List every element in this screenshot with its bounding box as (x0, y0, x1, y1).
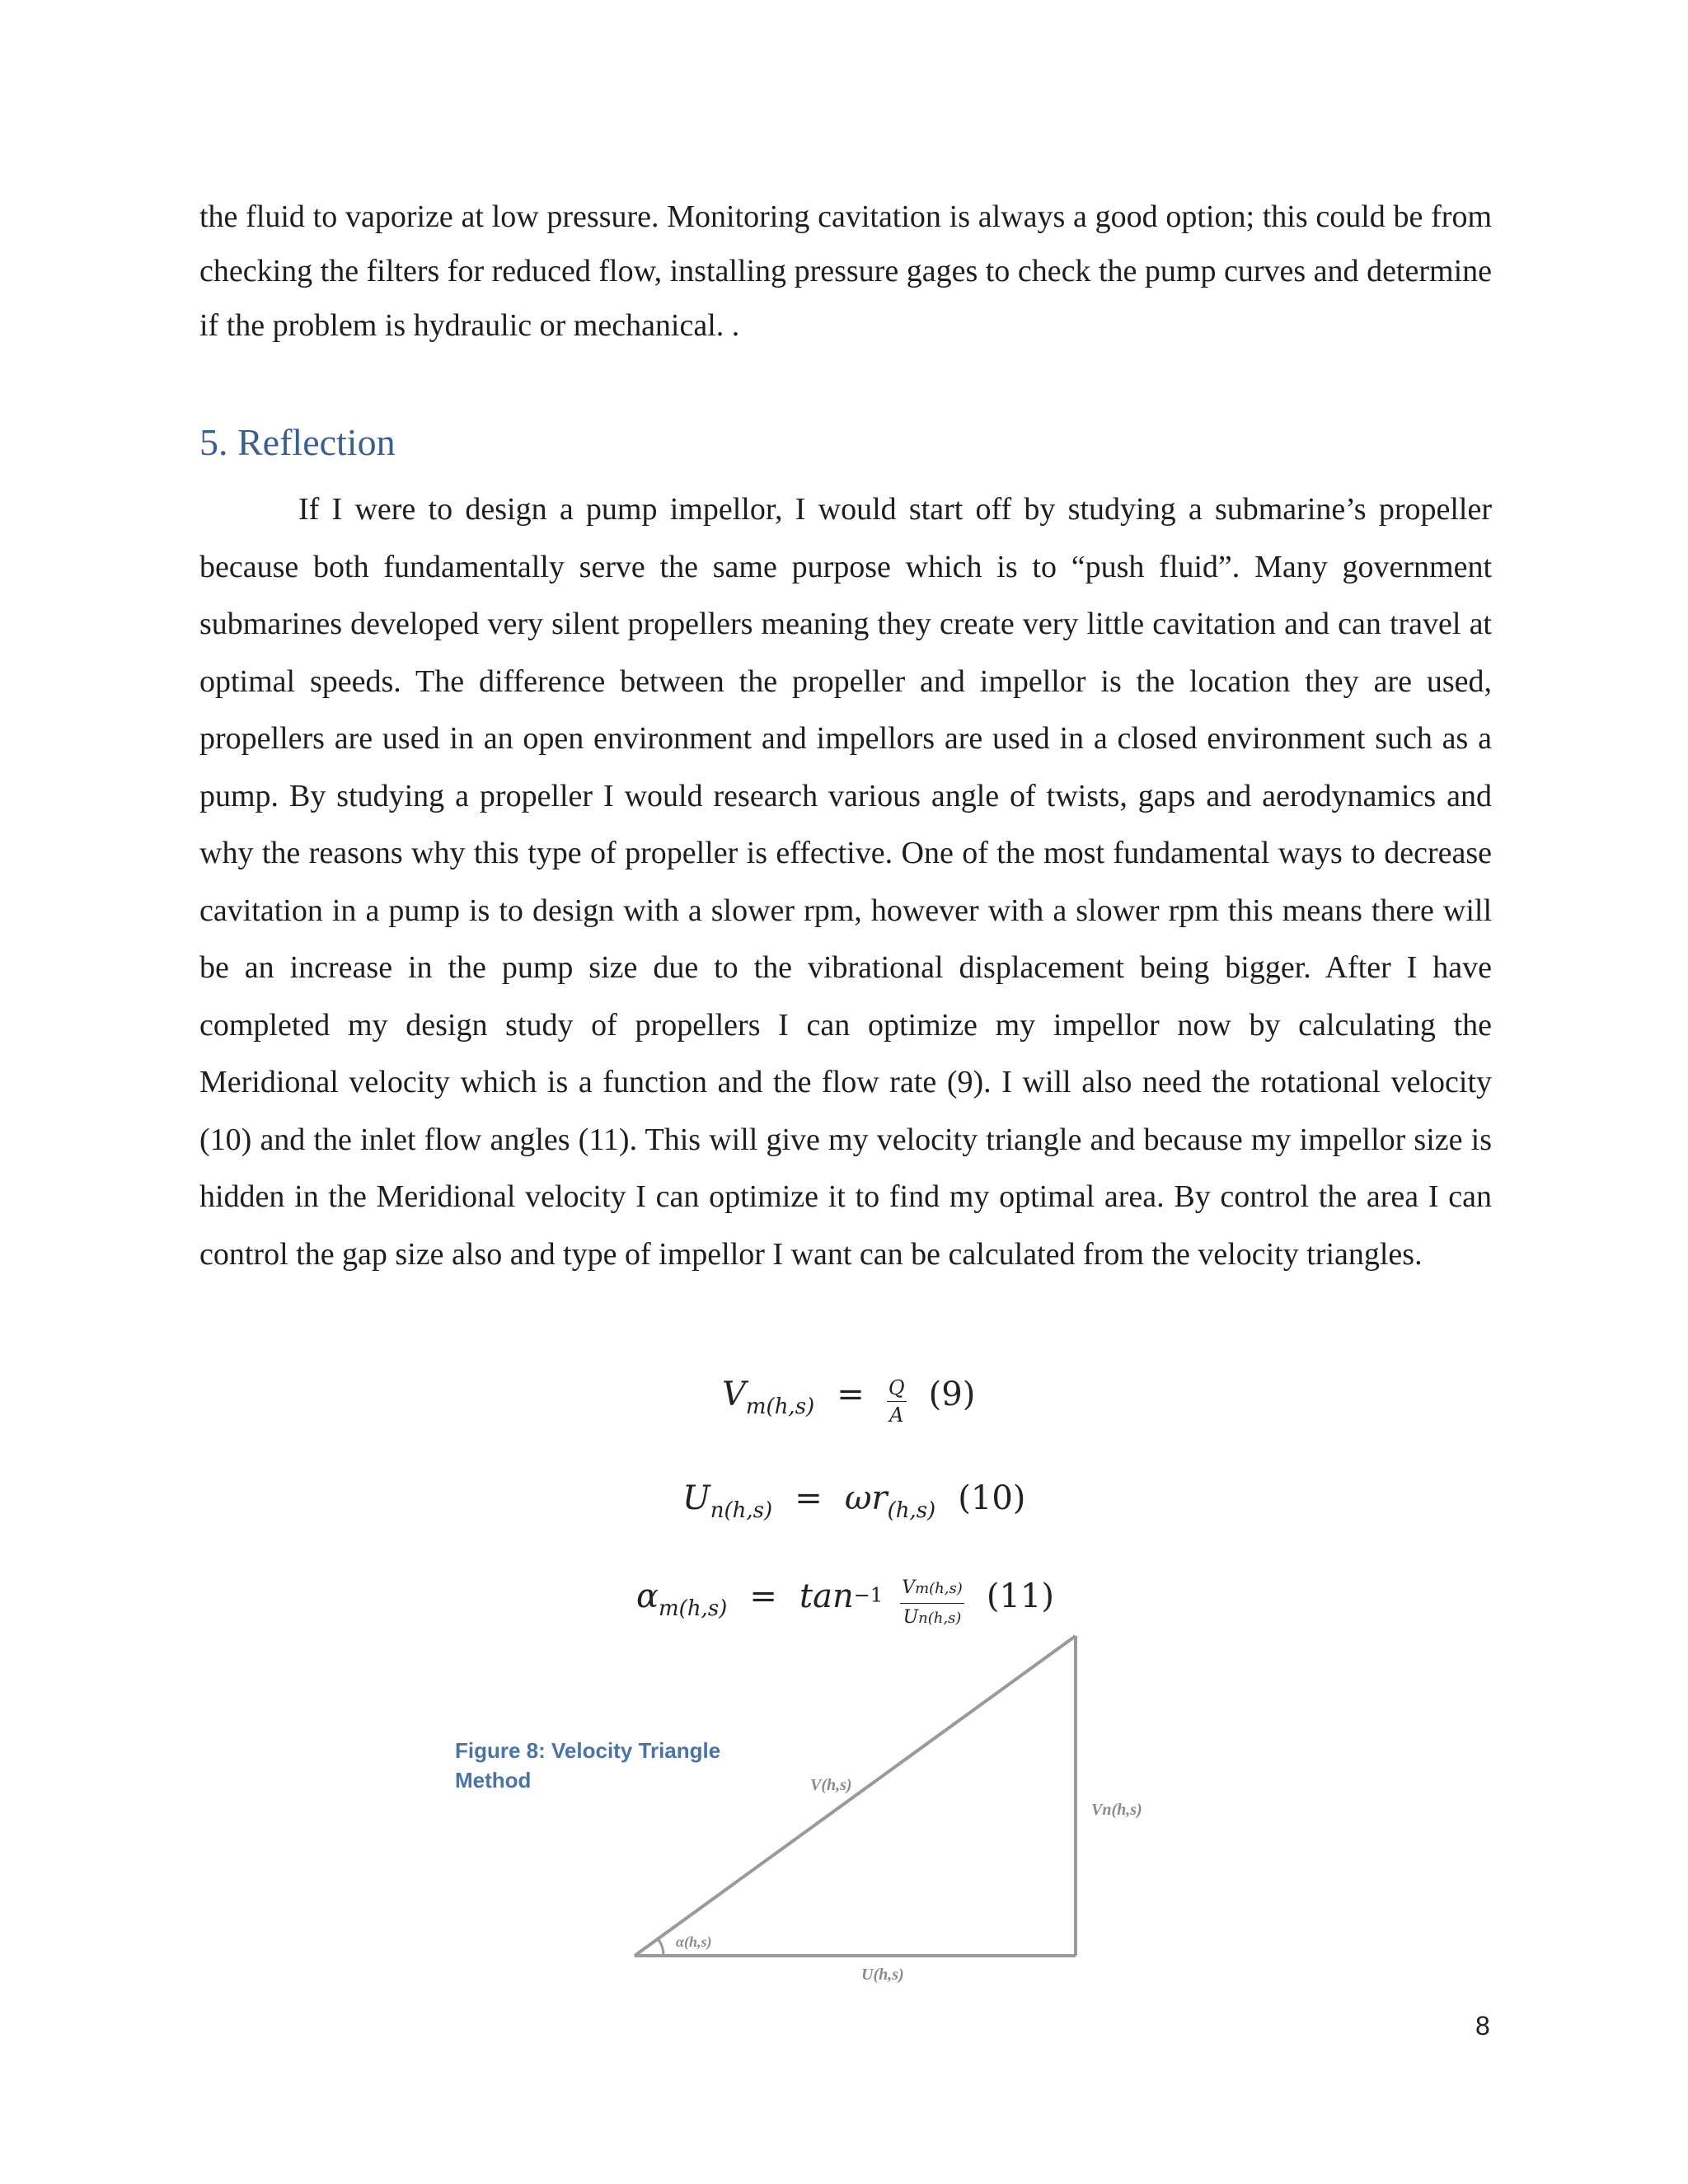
eq10-number: (10) (958, 1479, 1026, 1517)
eq11-numerator (900, 1574, 964, 1604)
eq10-rhs: ωr (844, 1479, 888, 1517)
eq10-lhs-subscript: n(h,s) (710, 1498, 773, 1523)
eq9-denominator: A (889, 1404, 904, 1427)
paragraph-reflection: If I were to design a pump impellor, I would start off by studying a submarine’s propeller because both fundamentally serve the same purpose which is to “push fluid”. Many government submarines developed very silent propellers meaning they create very little cavitation and can travel at optimal speeds. The difference between the propeller and impellor is the location they are used, propellers are used in an open environment and impellors are used in a closed environment such as a pump. By studying a propeller I would research various angle of twists, gaps and aerodynamics and why the reasons why this type of propeller is effective. One of the most fundamental ways to decrease cavitation in a pump is to design with a slower rpm, however with a slower rpm this means there will be an increase in the pump size due to the vibrational displacement being bigger. After I have completed my design study of propellers I can optimize my impellor now by calculating the Meridional velocity which is a function and the flow rate (9). I will also need the rotational velocity (10) and the inlet flow angles (11). This will give my velocity triangle and because my impellor size is hidden in the Meridional velocity I can optimize it to find my optimal area. By control the area I can control the gap size also and type of impellor I want can be calculated from the velocity triangles. (199, 492, 1492, 1272)
eq10-lhs: U (682, 1479, 710, 1517)
triangle-hypotenuse (635, 1636, 1076, 1956)
eq11-operator: = (749, 1577, 777, 1615)
section-heading-reflection: 5. Reflection (199, 421, 396, 463)
eq11-numerator-main: V (902, 1577, 916, 1598)
equation-10 (682, 1479, 1026, 1523)
label-angle: α(h,s) (676, 1933, 712, 1950)
eq11-rhs: tan (799, 1577, 854, 1615)
eq10-operator: = (795, 1479, 823, 1517)
eq9-number: (9) (928, 1376, 976, 1413)
equation-9 (722, 1375, 975, 1428)
eq9-numerator: Q (887, 1375, 907, 1402)
eq11-numerator-subscript: m(h,s) (915, 1580, 963, 1597)
eq11-denominator-subscript: n(h,s) (918, 1610, 962, 1627)
paragraph-cavitation-monitoring: the fluid to vaporize at low pressure. Monitoring cavitation is always a good option; this could be from checking the filters for reduced flow, installing pressure gages to check the pump curves and determine if the problem is hydraulic or mechanical. . (199, 199, 1492, 343)
angle-arc (658, 1938, 663, 1956)
eq10-rhs-subscript: (h,s) (887, 1498, 936, 1523)
eq9-lhs-subscript: m(h,s) (745, 1394, 815, 1419)
label-hypotenuse: V(h,s) (810, 1776, 852, 1794)
velocity-triangle-diagram (610, 1624, 1170, 2011)
eq11-denominator-main: U (903, 1607, 919, 1628)
eq11-rhs-superscript: −1 (853, 1583, 884, 1607)
eq11-lhs-subscript: m(h,s) (659, 1596, 728, 1621)
eq9-fraction (887, 1375, 907, 1428)
page-number: 8 (1475, 2011, 1490, 2041)
eq9-lhs: V (722, 1376, 746, 1413)
figure-caption: Figure 8: Velocity Triangle Method (455, 1738, 721, 1793)
eq9-operator: = (837, 1376, 865, 1413)
eq11-number: (11) (986, 1577, 1054, 1615)
eq11-lhs: α (636, 1577, 659, 1615)
label-vertical: Vn(h,s) (1091, 1801, 1142, 1819)
label-base: U(h,s) (861, 1966, 904, 1984)
